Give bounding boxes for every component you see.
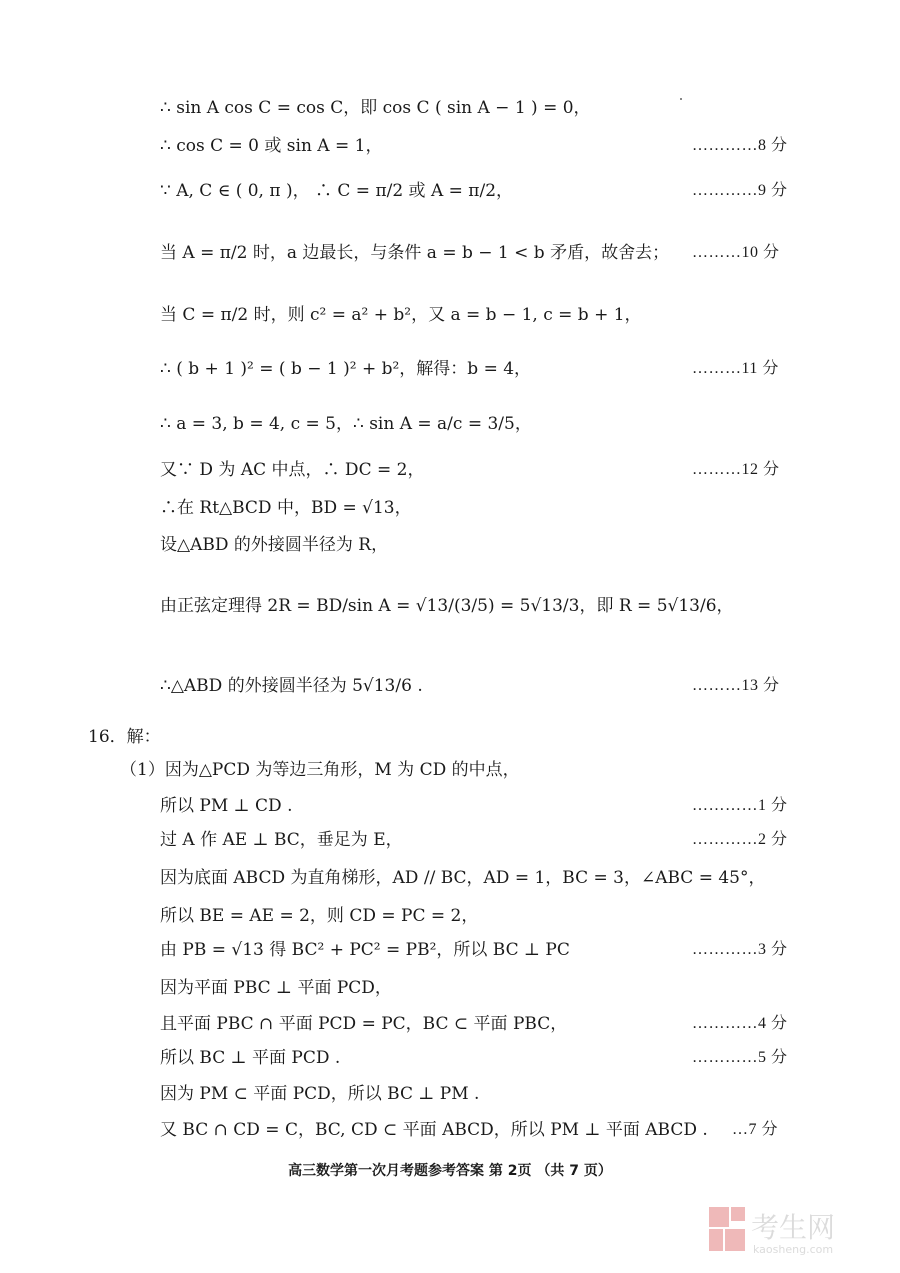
score-mark: …………2 分 [692, 830, 788, 848]
solution-line: ∴△ABD 的外接圆半径为 5√13/6 . ………13 分 [160, 665, 800, 701]
solution-line: 又∵ D 为 AC 中点，∴ DC = 2， ………12 分 [160, 452, 800, 482]
kaosheng-logo-icon [707, 1201, 872, 1259]
logo-en-text: kaosheng.com [753, 1243, 834, 1256]
solution-line: ∵ A, C ∈ ( 0, π )， ∴ C = π/2 或 A = π/2， …………9 分 [160, 170, 800, 206]
logo-cn-text: 考生网 [751, 1211, 836, 1244]
solution-line: 因为底面 ABCD 为直角梯形，AD // BC，AD = 1，BC = 3，∠ABC = 45°， [160, 867, 766, 888]
solution-line: 所以 BE = AE = 2，则 CD = PC = 2， [160, 905, 479, 926]
score-mark: …7 分 [732, 1120, 779, 1138]
score-mark: …………4 分 [692, 1014, 788, 1032]
solution-line: 由 PB = √13 得 BC² + PC² = PB²，所以 BC ⊥ PC …………3 分 [160, 932, 800, 962]
solution-line: 过 A 作 AE ⊥ BC，垂足为 E， …………2 分 [160, 822, 800, 852]
solution-line: ∴ sin A cos C = cos C，即 cos C ( sin A − 1 ) = 0， [160, 97, 591, 118]
solution-line: 当 C = π/2 时，则 c² = a² + b²，又 a = b − 1, c = b + 1， [160, 304, 642, 325]
solution-line: ∴ cos C = 0 或 sin A = 1， …………8 分 [160, 128, 800, 158]
solution-line: 由正弦定理得 2R = BD/sin A = √13/(3/5) = 5√13/3，即 R = 5√13/6， [160, 595, 734, 616]
solution-line: 且平面 PBC ∩ 平面 PCD = PC，BC ⊂ 平面 PBC， …………4 分 [160, 1006, 800, 1036]
score-mark: ………13 分 [692, 676, 780, 694]
page-footer: 高三数学第一次月考题参考答案 第 2页 （共 7 页） [288, 1163, 612, 1179]
solution-line: ∴ a = 3, b = 4, c = 5，∴ sin A = a/c = 3/5， [160, 413, 532, 434]
score-mark: …………3 分 [692, 940, 788, 958]
solution-line: 因为平面 PBC ⊥ 平面 PCD， [160, 977, 392, 998]
score-mark: …………9 分 [692, 181, 788, 199]
score-mark: …………8 分 [692, 136, 788, 154]
solution-line: 所以 BC ⊥ 平面 PCD . …………5 分 [160, 1040, 800, 1070]
solution-line: 所以 PM ⊥ CD . …………1 分 [160, 788, 800, 818]
solution-line: ∴在 Rt△BCD 中，BD = √13， [160, 497, 412, 518]
solution-line: ∴ ( b + 1 )² = ( b − 1 )² + b²，解得：b = 4， ………11 分 [160, 350, 800, 382]
solution-line: 设△ABD 的外接圆半径为 R， [160, 534, 389, 555]
score-mark: ………10 分 [692, 243, 780, 261]
solution-line: 又 BC ∩ CD = C，BC, CD ⊂ 平面 ABCD，所以 PM ⊥ 平面 ABCD . …7 分 [160, 1112, 800, 1142]
score-mark: ………12 分 [692, 460, 780, 478]
kaosheng-logo [707, 1201, 872, 1259]
solution-line: 当 A = π/2 时，a 边最长，与条件 a = b − 1 < b 矛盾，故舍去； ………10 分 [160, 232, 800, 268]
solution-line: （1）因为△PCD 为等边三角形，M 为 CD 的中点， [120, 759, 520, 780]
score-mark: …………1 分 [692, 796, 788, 814]
score-mark: ………11 分 [692, 359, 779, 377]
solution-line: 因为 PM ⊂ 平面 PCD，所以 BC ⊥ PM . [160, 1083, 480, 1104]
score-mark: …………5 分 [692, 1048, 788, 1066]
question-16-heading: 16．解： [88, 727, 161, 747]
